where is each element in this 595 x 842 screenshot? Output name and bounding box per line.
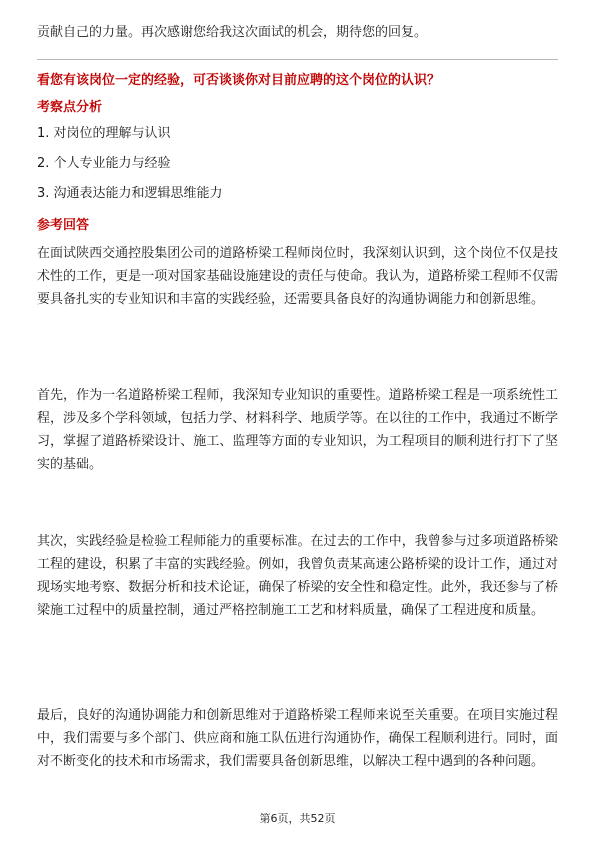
answer-heading: 参考回答 [37, 218, 90, 233]
section-divider [37, 59, 558, 60]
answer-paragraph: 其次，实践经验是检验工程师能力的重要标准。在过去的工作中，我曾参与过多项道路桥梁工程的建设，积累了丰富的实践经验。例如，我曾负责某高速公路桥梁的设计工作，通过对现场实地考察、数据分析和技术论证，确保了桥梁的安全性和稳定性。此外，我还参与了桥梁施工过程中的质量控制，通过严格控制施工工艺和材料质量，确保了工程进度和质量。 [37, 534, 558, 618]
analysis-point: 2. 个人专业能力与经验 [37, 156, 171, 171]
answer-paragraph: 首先，作为一名道路桥梁工程师，我深知专业知识的重要性。道路桥梁工程是一项系统性工程，涉及多个学科领域，包括力学、材料科学、地质学等。在以往的工作中，我通过不断学习，掌握了道路桥梁设计、施工、监理等方面的专业知识，为工程项目的顺利进行打下了坚实的基础。 [37, 388, 558, 472]
intro-tail-text: 贡献自己的力量。再次感谢您给我这次面试的机会，期待您的回复。 [37, 25, 428, 40]
analysis-point: 3. 沟通表达能力和逻辑思维能力 [37, 186, 223, 201]
answer-paragraph: 最后，良好的沟通协调能力和创新思维对于道路桥梁工程师来说至关重要。在项目实施过程中，我们需要与多个部门、供应商和施工队伍进行沟通协作，确保工程顺利进行。同时，面对不断变化的技术和市场需求，我们需要具备创新思维，以解决工程中遇到的各种问题。 [37, 708, 558, 769]
analysis-heading: 考察点分析 [37, 100, 103, 115]
answer-paragraph: 在面试陕西交通控股集团公司的道路桥梁工程师岗位时，我深刻认识到，这个岗位不仅是技术性的工作，更是一项对国家基础设施建设的责任与使命。我认为，道路桥梁工程师不仅需要具备扎实的专业知识和丰富的实践经验，还需要具备良好的沟通协调能力和创新思维。 [37, 246, 558, 307]
interview-question: 看您有该岗位一定的经验，可否谈谈你对目前应聘的这个岗位的认识？ [37, 73, 441, 88]
analysis-point: 1. 对岗位的理解与认识 [37, 126, 171, 141]
page-number-footer: 第6页，共52页 [259, 812, 336, 825]
